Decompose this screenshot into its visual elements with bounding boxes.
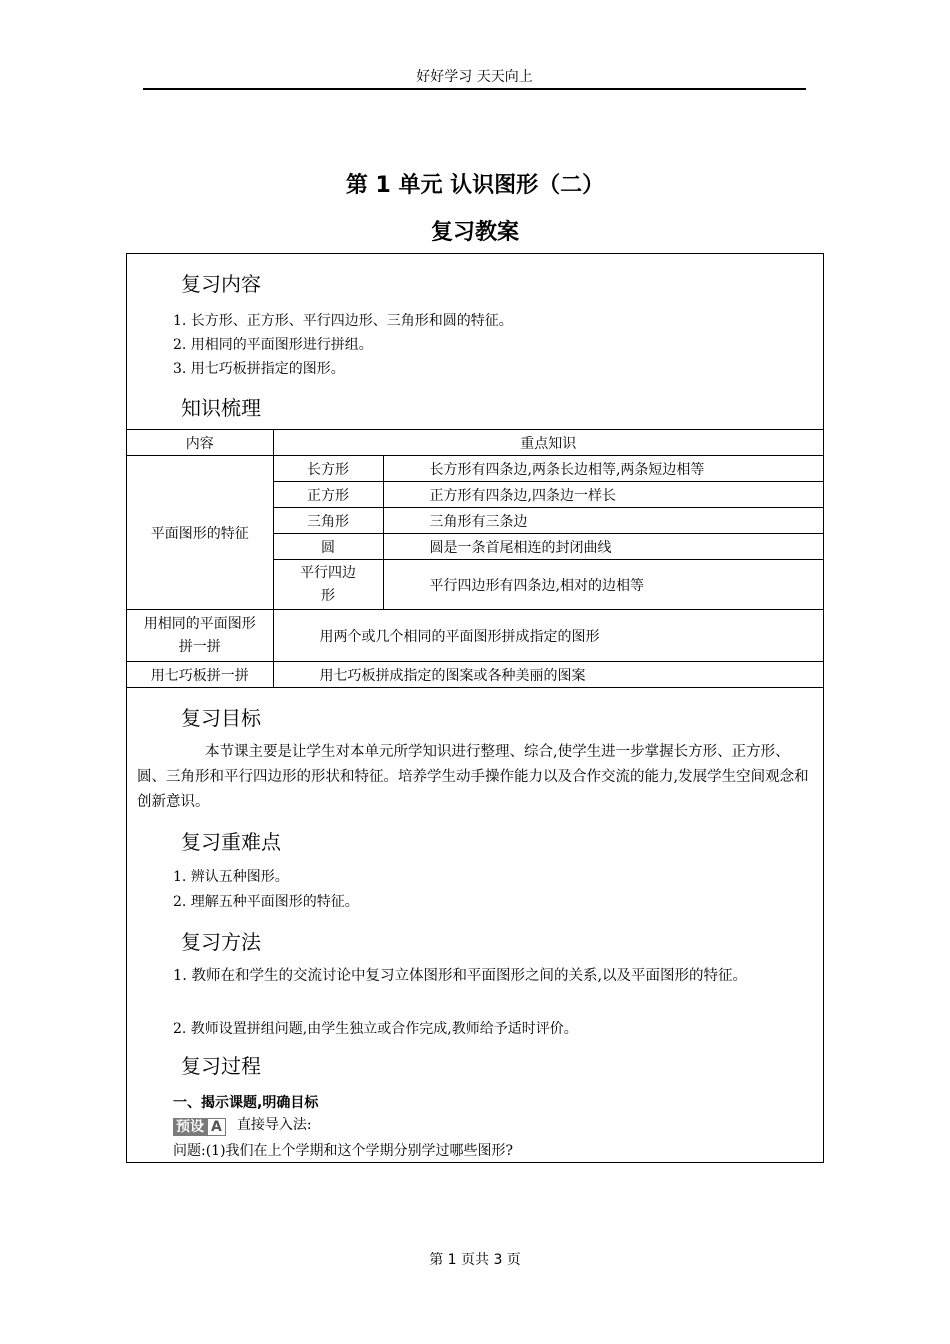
process-step-heading: 一、揭示课题,明确目标 [173,1095,319,1111]
section-heading-process: 复习过程 [181,1054,261,1078]
row-text-cell: 用两个或几个相同的平面图形拼成指定的图形 [273,610,823,662]
shape-name-cell: 正方形 [273,482,383,508]
review-content-item: 2. 用相同的平面图形进行拼组。 [173,337,373,353]
shape-desc-cell: 平行四边形有四条边,相对的边相等 [383,560,823,610]
key-point-item: 1. 辨认五种图形。 [173,869,289,885]
row-label-cell: 用七巧板拼一拼 [127,662,273,688]
review-content-item: 3. 用七巧板拼指定的图形。 [173,361,345,377]
table-row [127,610,823,662]
page-footer: 第 1 页共 3 页 [429,1252,521,1268]
section-heading-review-content: 复习内容 [181,272,261,296]
goals-paragraph: 本节课主要是让学生对本单元所学知识进行整理、综合,使学生进一步掌握长方形、正方形、圆、三角形和平行四边形的形状和特征。培养学生动手操作能力以及合作交流的能力,发展学生空间观念和创新意识。 [137,744,809,810]
lesson-plan-frame [126,253,824,1163]
shape-name-cell: 平行四边形 [273,560,383,610]
preset-line [173,1114,312,1134]
knowledge-table [127,429,823,688]
table-header-cell: 内容 [127,430,273,456]
shape-desc-cell: 正方形有四条边,四条边一样长 [383,482,823,508]
group-label-cell: 平面图形的特征 [127,456,273,610]
doc-subtitle: 复习教案 [430,220,519,245]
shape-name-cell: 圆 [273,534,383,560]
table-header-cell: 重点知识 [273,430,823,456]
method-item: 1. 教师在和学生的交流讨论中复习立体图形和平面图形之间的关系,以及平面图形的特征。 [173,968,748,984]
preset-badge-label: 预设 [173,1118,207,1136]
table-header-row [127,430,823,456]
header-divider [143,88,806,90]
unit-title: 第 1 单元 认识图形（二） [345,173,605,198]
review-content-item: 1. 长方形、正方形、平行四边形、三角形和圆的特征。 [173,313,513,329]
shape-desc-cell: 圆是一条首尾相连的封闭曲线 [383,534,823,560]
preset-badge [173,1116,226,1134]
key-point-item: 2. 理解五种平面图形的特征。 [173,894,359,910]
section-heading-knowledge: 知识梳理 [181,396,261,420]
process-question: 问题:(1)我们在上个学期和这个学期分别学过哪些图形? [173,1143,514,1159]
table-row [127,456,823,482]
shape-desc-cell: 长方形有四条边,两条长边相等,两条短边相等 [383,456,823,482]
shape-desc-cell: 三角形有三条边 [383,508,823,534]
section-heading-methods: 复习方法 [181,930,261,954]
shape-name-cell: 长方形 [273,456,383,482]
preset-badge-letter: A [207,1118,226,1136]
section-heading-goals: 复习目标 [181,706,261,730]
preset-method-text: 直接导入法: [236,1117,312,1133]
table-row [127,662,823,688]
section-heading-key-points: 复习重难点 [181,830,281,854]
row-text-cell: 用七巧板拼成指定的图案或各种美丽的图案 [273,662,823,688]
page-header: 好好学习 天天向上 [416,69,533,85]
shape-name-cell: 三角形 [273,508,383,534]
row-label-cell: 用相同的平面图形拼一拼 [127,610,273,662]
method-item: 2. 教师设置拼组问题,由学生独立或合作完成,教师给予适时评价。 [173,1021,578,1037]
